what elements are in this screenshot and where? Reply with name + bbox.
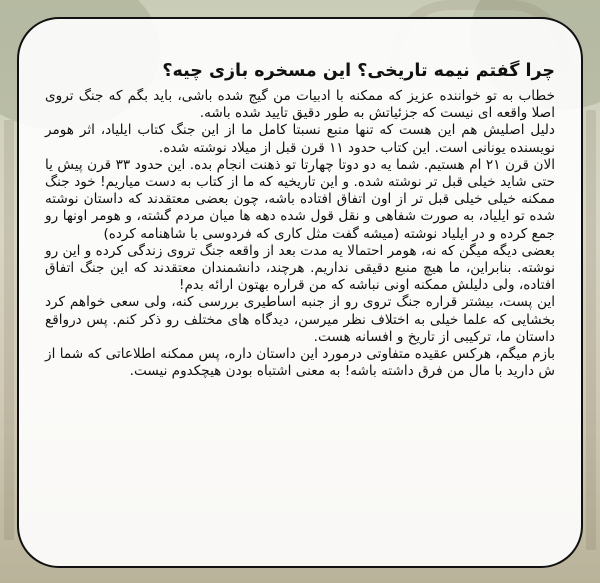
background-column bbox=[4, 120, 14, 540]
article-body bbox=[45, 88, 555, 380]
paragraph-closing: بازم میگم، هرکس عقیده متفاوتی درمورد این داستان داره، پس ممکنه اطلاعاتی که شما از ش دارید با مال من فرق داشته باشه! به معنی اشتباه بودن هیچکدوم نیست. bbox=[45, 346, 555, 380]
paragraph-intro: خطاب به تو خواننده عزیز که ممکنه با ادبیات من گیج شده باشی، باید بگم که جنگ تروی اصلا واقعه ای نیست که جزئیاتش به طور دقیق تایید شده باشه. bbox=[45, 88, 555, 122]
page-title: چرا گفتم نیمه تاریخی؟ این مسخره بازی چیه؟ bbox=[162, 61, 555, 81]
paragraph-dating: الان قرن ۲۱ ام هستیم. شما یه دو دوتا چهارتا تو ذهنت انجام بده. این حدود ۳۳ قرن پیش یا حتی شاید خیلی قبل تر نوشته شده. و این تاریخیه که ما از کتاب به دست میاریم! خود جنگ ممکنه خیلی خیلی قبل تر از اون اتفاق افتاده باشه، چون بعضی معتقدند که داستان نوشته شده تو ایلیاد، به صورت شفاهی و نقل قول شده دهه ها میان مردم گشته، و هومر اونها رو جمع کرده و در ایلیاد نوشته (میشه گفت مثل کاری که فردوسی با شاهنامه کرده) bbox=[45, 156, 555, 242]
paragraph-post-scope: این پست، بیشتر قراره جنگ تروی رو از جنبه اساطیری بررسی کنه، ولی سعی خواهم کرد بخشایی که علما خیلی به اختلاف نظر میرسن، دیدگاه های مختلف رو ذکر کنم. پس درواقع داستان ما، ترکیبی از تاریخ و افسانه هست. bbox=[45, 294, 555, 345]
paragraph-homer: بعضی دیگه میگن که نه، هومر احتمالا یه مدت بعد از واقعه جنگ تروی زندگی کرده و این رو نوشته. بنابراین، ما هیچ منبع دقیقی نداریم. هرچند، دانشمندان معتقدند که این جنگ اتفاق افتاده، ولی دلیلش ممکنه اونی نباشه که من قراره بهتون ارائه بدم! bbox=[45, 242, 555, 294]
text-card bbox=[17, 17, 583, 568]
paragraph-source: دلیل اصلیش هم این هست که تنها منبع نسبتا کامل ما از این جنگ کتاب ایلیاد، اثر هومر نویسنده یونانی است. این کتاب حدود ۱۱ قرن قبل از میلاد نوشته شده. bbox=[45, 122, 555, 156]
background-column bbox=[586, 110, 596, 550]
